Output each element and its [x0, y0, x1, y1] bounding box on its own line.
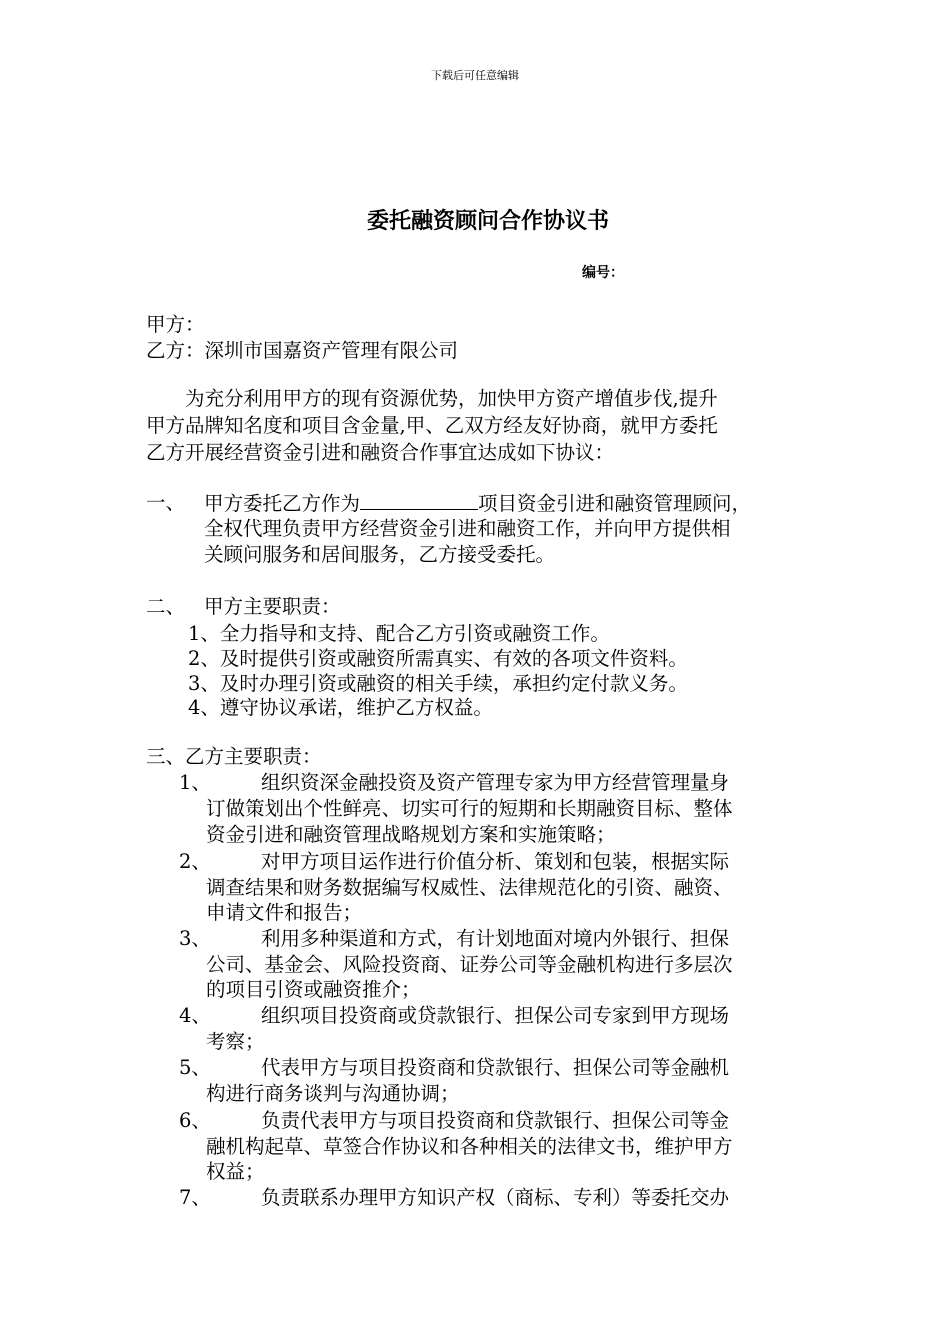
section2-number: 二、	[146, 595, 186, 618]
preamble-line: 乙方开展经营资金引进和融资合作事宜达成如下协议：	[146, 441, 615, 464]
header-note: 下载后可任意编辑	[431, 69, 519, 82]
section3-item-line: 组织资深金融投资及资产管理专家为甲方经营管理量身	[261, 771, 730, 794]
section3-item-number: 1、	[179, 771, 211, 794]
section3-item-line: 公司、基金会、风险投资商、证券公司等金融机构进行多层次	[206, 953, 733, 976]
preamble-line: 甲方品牌知名度和项目含金量,甲、乙双方经友好协商，就甲方委托	[146, 414, 718, 437]
section3-item-line: 申请文件和报告；	[206, 901, 363, 924]
section2-item: 3、及时办理引资或融资的相关手续，承担约定付款义务。	[188, 672, 688, 695]
document-number-label: 编号：	[582, 265, 624, 281]
section1-line: 关顾问服务和居间服务，乙方接受委托。	[204, 543, 556, 566]
section1-number: 一、	[146, 491, 186, 514]
section3-item-line: 构进行商务谈判与沟通协调；	[206, 1082, 460, 1105]
section3-item-line: 调查结果和财务数据编写权威性、法律规范化的引资、融资、	[206, 876, 733, 899]
section3-item-line: 融机构起草、草签合作协议和各种相关的法律文书，维护甲方	[206, 1135, 733, 1158]
section3-item-line: 代表甲方与项目投资商和贷款银行、担保公司等金融机	[261, 1056, 730, 1079]
section3-item-line: 利用多种渠道和方式，有计划地面对境内外银行、担保	[261, 927, 730, 950]
section3-item-line: 的项目引资或融资推介；	[206, 978, 421, 1001]
section3-item-line: 负责联系办理甲方知识产权（商标、专利）等委托交办	[261, 1186, 730, 1209]
section3-item-number: 5、	[179, 1056, 211, 1079]
section3-item-line: 权益；	[206, 1160, 265, 1183]
section3-item-line: 考察；	[206, 1030, 265, 1053]
section3-item-line: 订做策划出个性鲜亮、切实可行的短期和长期融资目标、整体	[206, 797, 733, 820]
section3-item-line: 组织项目投资商或贷款银行、担保公司专家到甲方现场	[261, 1004, 730, 1027]
section1-line: 全权代理负责甲方经营资金引进和融资工作，并向甲方提供相	[204, 517, 731, 540]
section3-item-line: 对甲方项目运作进行价值分析、策划和包装，根据实际	[261, 850, 730, 873]
section3-heading: 三、乙方主要职责：	[146, 745, 322, 768]
party-a-line: 甲方：	[146, 313, 205, 336]
party-b-line: 乙方：深圳市国嘉资产管理有限公司	[146, 339, 459, 362]
section3-item-number: 7、	[179, 1186, 211, 1209]
section3-item-number: 6、	[179, 1109, 211, 1132]
section1-tail: 项目资金引进和融资管理顾问，	[478, 492, 752, 515]
section3-item-number: 2、	[179, 850, 211, 873]
section3-item-line: 负责代表甲方与项目投资商和贷款银行、担保公司等金	[261, 1109, 730, 1132]
section3-item-number: 4、	[179, 1004, 211, 1027]
section2-item: 2、及时提供引资或融资所需真实、有效的各项文件资料。	[188, 647, 688, 670]
section2-item: 4、遵守协议承诺，维护乙方权益。	[188, 696, 493, 719]
document-title: 委托融资顾问合作协议书	[366, 209, 609, 234]
section3-item-number: 3、	[179, 927, 211, 950]
fill-in-blank[interactable]	[360, 490, 478, 510]
section2-item: 1、全力指导和支持、配合乙方引资或融资工作。	[188, 622, 610, 645]
section2-heading: 甲方主要职责：	[204, 595, 341, 618]
preamble-line: 为充分利用甲方的现有资源优势，加快甲方资产增值步伐,提升	[185, 387, 718, 410]
section1-first-line	[204, 490, 751, 517]
section3-item-line: 资金引进和融资管理战略规划方案和实施策略；	[206, 823, 616, 846]
section1-lead: 甲方委托乙方作为	[204, 492, 361, 515]
